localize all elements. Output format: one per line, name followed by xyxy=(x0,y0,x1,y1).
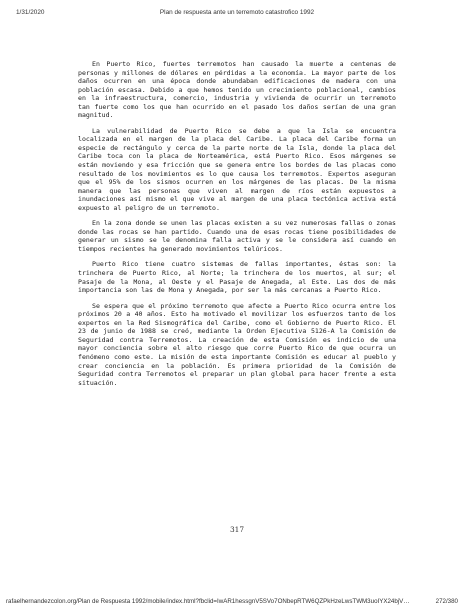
browser-print-footer xyxy=(0,598,474,610)
paragraph-1 xyxy=(78,60,396,120)
paragraph-2-text: La vulnerabilidad de Puerto Rico se debe a que la Isla se encuentra localizada en el margen de la placa del Caribe. La placa del Caribe forma un especie de rectángulo y cerca de la parte norte de la Isla, donde la placa del Caribe toca con la placa de Norteamérica, está Puerto Rico. Esos márgenes se están moviendo y esa fricción que se genera entre los bordes de las placas como resultado de los movimientos es lo que causa los terremotos. Expertos aseguran que el 95% de los sismos ocurren en los márgenes de las placas. De la misma manera que las personas que viven al margen de ríos están expuestos a inundaciones así mismo el que vive al margen de una placa tectónica activa está expuesto al peligro de un terremoto. xyxy=(78,126,396,212)
document-page-number: 317 xyxy=(229,525,245,534)
paragraph-4 xyxy=(78,260,396,294)
paragraph-3 xyxy=(78,219,396,253)
print-date: 1/31/2020 xyxy=(16,9,45,16)
paragraph-1-text: En Puerto Rico, fuertes terremotos han causado la muerte a centenas de personas y millones de dólares en pérdidas a la economía. La mayor parte de los daños ocurren en una época donde abundaban edificaciones de madera con una población escasa. Debido a que hemos tenido un crecimiento poblacional, cambios en la infraestructura, comercio, industria y vivienda de ocurrir un terremoto tan fuerte como los que han ocurrido en el pasado los daños serían de una gran magnitud. xyxy=(78,60,396,120)
paragraph-2 xyxy=(78,127,396,212)
scanned-document-page xyxy=(78,60,396,560)
paragraph-5-text: Se espera que el próximo terremoto que afecte a Puerto Rico ocurra entre los próximos 20 a 40 años. Esto ha motivado el movilizar los esfuerzos tanto de los expertos en la Red Sismográfica del Caribe, como el Gobierno de Puerto Rico. El 23 de junio de 1988 se creó, mediante la Orden Ejecutiva 5126-A la Comisión de Seguridad contra Terremotos. La creación de esta Comisión es indicio de una mayor conciencia sobre el alto riesgo que corre Puerto Rico de que ocurra un fenómeno como este. La misión de esta importante Comisión es educar al pueblo y crear conciencia en la población. Es primera prioridad de la Comisión de Seguridad contra Terremotos el preparar un plan global para hacer frente a esta situación. xyxy=(78,301,396,387)
print-url: rafaelhernandezcolon.org/Plan de Respuesta 1992/mobile/index.html?fbclid=IwAR1hessgnV5SVo7ONbepRTW6QZPkHzeLwsTWM3uoIYX24bjV… xyxy=(6,598,410,605)
print-page-counter: 272/380 xyxy=(435,598,458,605)
paragraph-4-text: Puerto Rico tiene cuatro sistemas de fallas importantes, éstas son: la trinchera de Puerto Rico, al Norte; la trinchera de los muertos, al sur; el Pasaje de la Mona, al Oeste y el Pasaje de Anegada, al Este. Las dos de más importancia son las de Mona y Anegada, por ser la más cercanas a Puerto Rico. xyxy=(78,260,396,295)
browser-print-header xyxy=(0,9,474,21)
paragraph-3-text: En la zona donde se unen las placas existen a su vez numerosas fallas o zonas donde las rocas se han partido. Cuando una de esas rocas tiene posibilidades de generar un sismo se le denomina falla activa y se le considera así cuando en tiempos recientes ha generado movimientos telúricos. xyxy=(78,219,396,253)
paragraph-5 xyxy=(78,302,396,387)
print-title: Plan de respuesta ante un terremoto catastrofico 1992 xyxy=(159,9,315,16)
